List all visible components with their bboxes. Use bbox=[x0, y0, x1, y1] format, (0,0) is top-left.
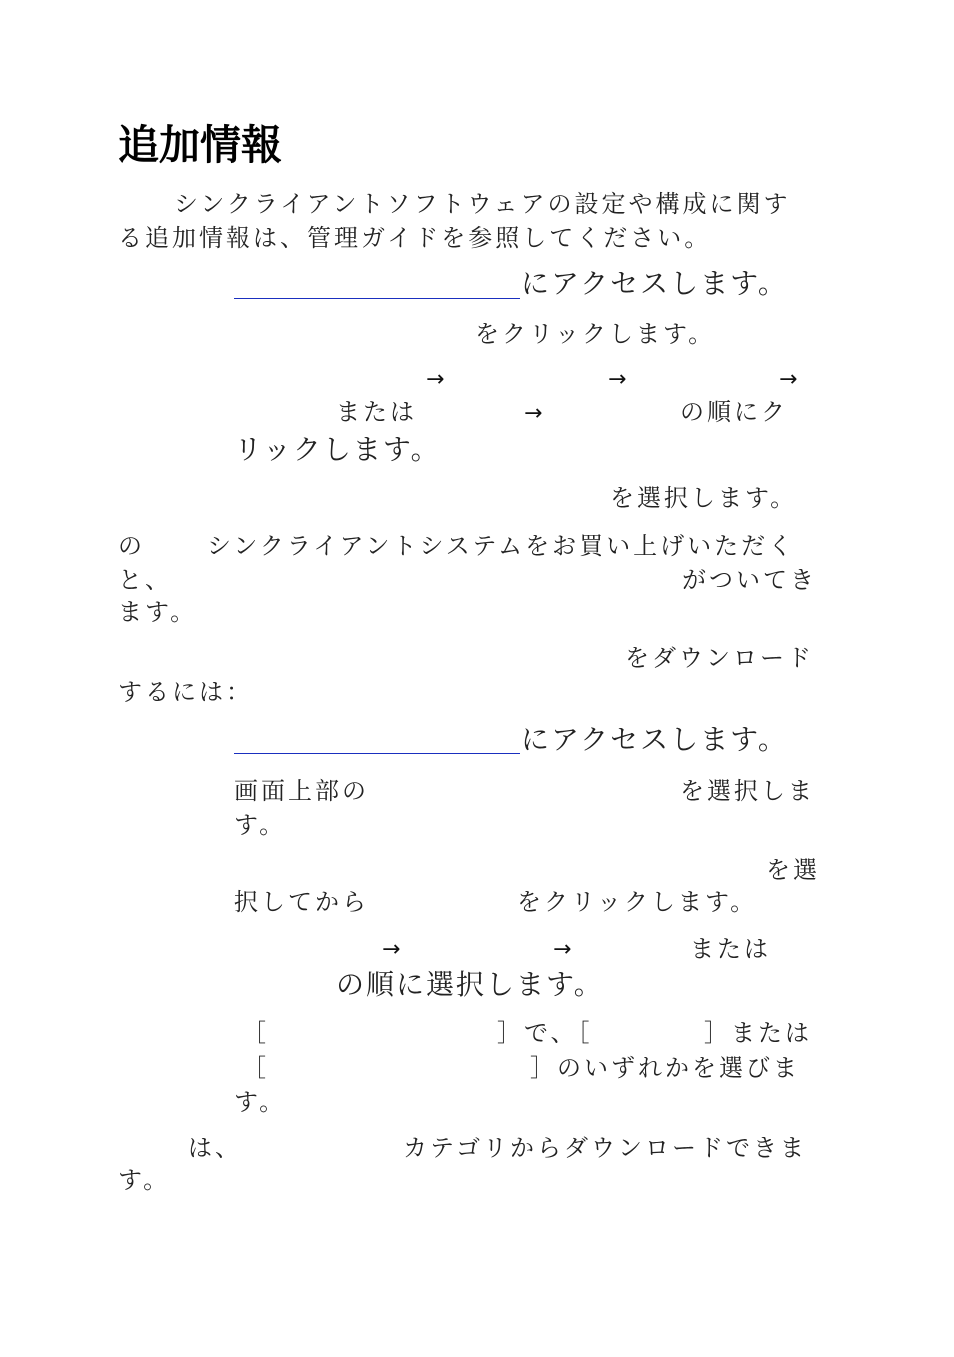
dl-step5-cont: す。 bbox=[234, 1088, 287, 1116]
dl-step2-suffix: を選択しま bbox=[680, 777, 815, 805]
dl-step2-prefix: 画面上部の bbox=[234, 777, 369, 805]
step2-click-text: をクリックします。 bbox=[475, 320, 716, 348]
paragraph-purchase-line3: ます。 bbox=[118, 598, 198, 626]
dl-step3-line2a: 択してから bbox=[234, 888, 369, 916]
dl-step3-line2b: をクリックします。 bbox=[517, 888, 758, 916]
step1-access-text: にアクセスします。 bbox=[521, 267, 788, 300]
paragraph-category-line2: す。 bbox=[118, 1166, 171, 1194]
arrow-right-icon: → bbox=[779, 367, 798, 392]
step3-or-text: または bbox=[336, 398, 417, 426]
paragraph-download-line1: をダウンロード bbox=[625, 644, 814, 672]
dl-step5-close2: ］または bbox=[704, 1019, 812, 1047]
paragraph-category-part2: カテゴリからダウンロードできま bbox=[403, 1134, 808, 1162]
paragraph-purchase-part2: シンクライアントシステムをお買い上げいただく bbox=[207, 532, 796, 560]
download-url-link[interactable] bbox=[234, 753, 520, 754]
dl-step4-or-text: または bbox=[690, 935, 771, 963]
bracket-open: ［ bbox=[242, 1019, 266, 1047]
dl-step2-cont: す。 bbox=[234, 811, 287, 839]
dl-step5-close1: ］で、［ bbox=[497, 1019, 593, 1047]
paragraph-purchase-line2b: がついてき bbox=[682, 566, 817, 594]
url-link[interactable] bbox=[234, 298, 520, 299]
paragraph-download-line2: するには： bbox=[118, 678, 253, 706]
paragraph-intro-line2: る追加情報は、管理ガイドを参照してください。 bbox=[118, 224, 712, 252]
paragraph-purchase-part1: の bbox=[118, 532, 145, 560]
arrow-right-icon: → bbox=[382, 937, 401, 962]
step4-select-text: を選択します。 bbox=[610, 484, 798, 512]
paragraph-purchase-line2a: と、 bbox=[118, 566, 172, 594]
dl-step1-access-text: にアクセスします。 bbox=[521, 723, 788, 756]
dl-step3-line1: を選 bbox=[766, 856, 820, 884]
step3-order-text: の順にク bbox=[680, 398, 788, 426]
bracket-open: ［ bbox=[242, 1054, 266, 1082]
dl-step4-cont: の順に選択します。 bbox=[336, 968, 604, 1001]
paragraph-category-part1: は、 bbox=[188, 1134, 242, 1162]
page-title: 追加情報 bbox=[118, 121, 282, 169]
step3-cont-text: リックします。 bbox=[234, 433, 441, 466]
arrow-right-icon: → bbox=[608, 367, 627, 392]
arrow-right-icon: → bbox=[426, 367, 445, 392]
paragraph-intro-line1: シンクライアントソフトウェアの設定や構成に関す bbox=[174, 190, 791, 218]
dl-step5-close3: ］のいずれかを選びま bbox=[530, 1054, 800, 1082]
arrow-right-icon: → bbox=[553, 937, 572, 962]
arrow-right-icon: → bbox=[524, 401, 543, 426]
